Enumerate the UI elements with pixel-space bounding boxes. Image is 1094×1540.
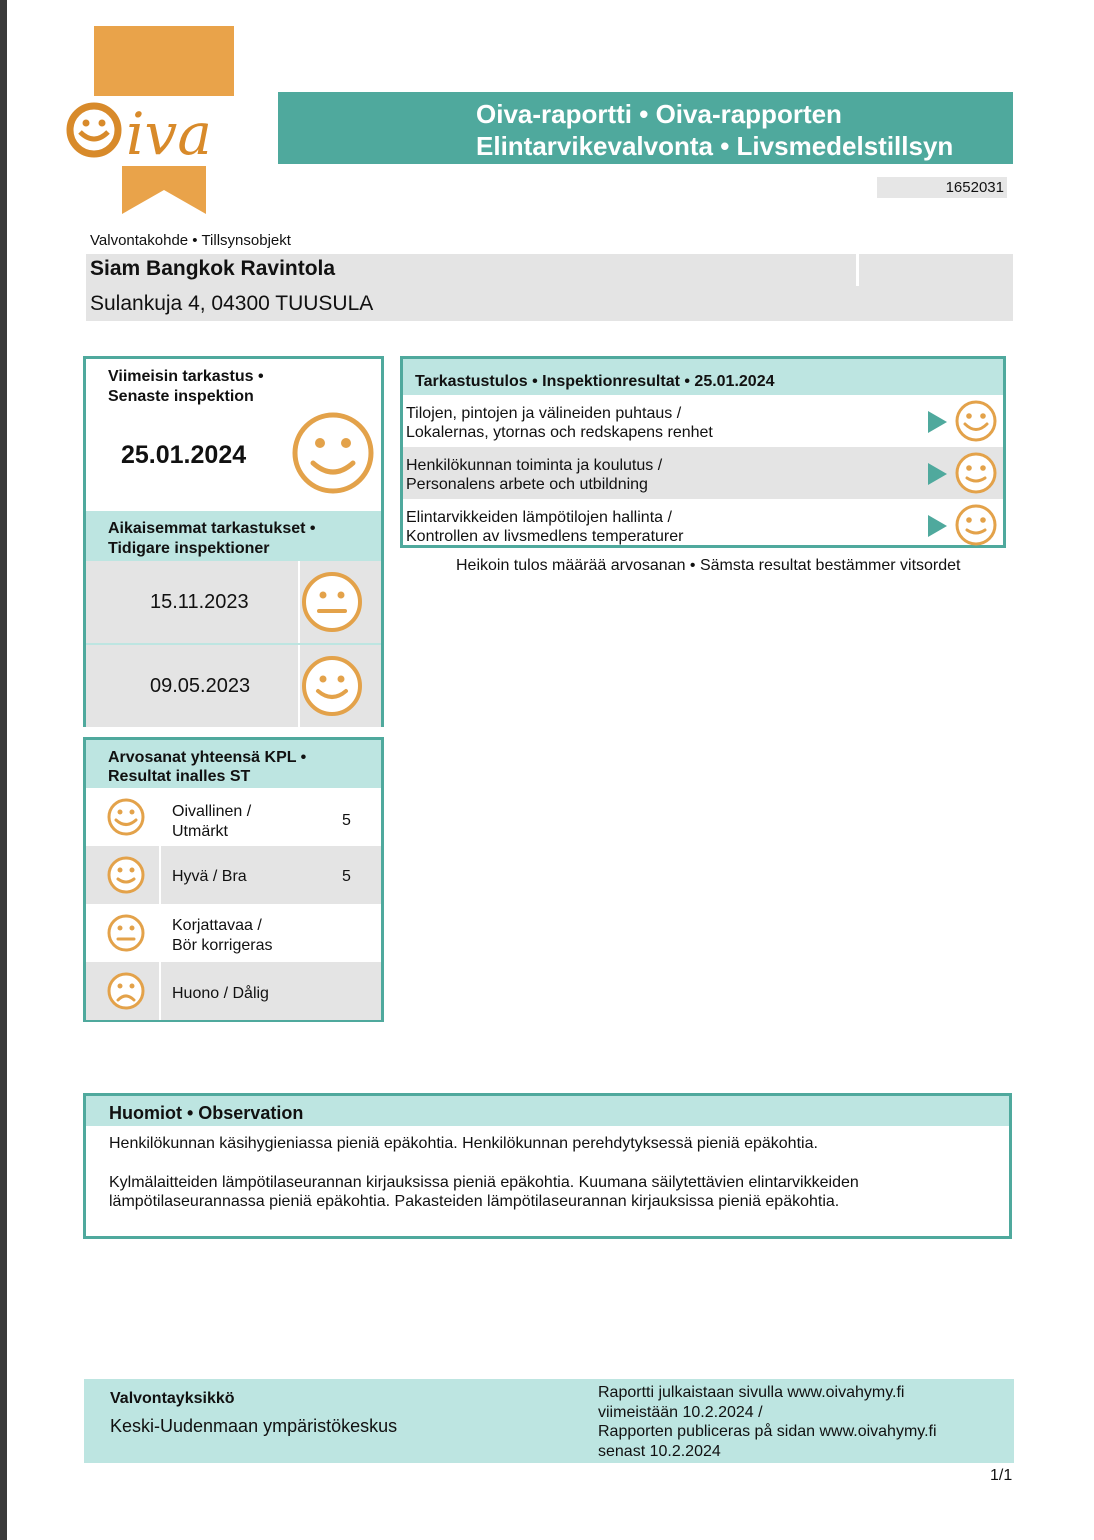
smile-face-icon <box>954 451 998 500</box>
totals-row <box>86 846 381 904</box>
result-row <box>403 447 1003 499</box>
result-row <box>403 395 1003 447</box>
big-smile-face-icon <box>954 399 998 448</box>
previous-date: 15.11.2023 <box>150 591 249 613</box>
totals-row <box>86 962 381 1020</box>
latest-date: 25.01.2024 <box>121 441 247 469</box>
observations-title: Huomiot • Observation <box>86 1096 1009 1126</box>
window-edge <box>0 0 7 1540</box>
play-arrow-icon <box>928 463 947 485</box>
observation-paragraph: Henkilökunnan käsihygieniassa pieniä epäkohtia. Henkilökunnan perehdytyksessä pieniä epäkohtia. <box>109 1135 818 1152</box>
result-label: Tilojen, pintojen ja välineiden puhtaus / <box>406 405 682 422</box>
totals-title-1: Arvosanat yhteensä KPL • <box>108 749 307 766</box>
header-title-1: Oiva-raportti • Oiva-rapporten <box>476 99 842 129</box>
previous-title-2: Tidigare inspektioner <box>108 540 270 557</box>
header-title-2: Elintarvikevalvonta • Livsmedelstillsyn <box>476 131 954 161</box>
report-id: 1652031 <box>877 177 1007 198</box>
previous-inspection-row <box>86 561 381 643</box>
header-banner <box>278 92 1013 164</box>
neutral-face-icon <box>106 913 146 958</box>
smile-face-icon <box>106 855 146 900</box>
totals-row <box>86 904 381 962</box>
logo-text: iva <box>126 100 212 168</box>
page-number: 1/1 <box>990 1467 1013 1484</box>
grade-label: Hyvä / Bra <box>172 868 247 885</box>
grade-label: Korjattavaa / <box>172 917 262 934</box>
grade-count: 5 <box>342 812 351 829</box>
publication-line: Raportti julkaistaan sivulla www.oivahymy.fi <box>598 1384 905 1401</box>
grade-label: Oivallinen / <box>172 803 252 820</box>
supervisory-unit-label: Valvontayksikkö <box>110 1390 235 1407</box>
latest-title-1: Viimeisin tarkastus • <box>108 368 264 385</box>
play-arrow-icon <box>928 411 947 433</box>
grade-label-sv: Utmärkt <box>172 823 228 840</box>
previous-inspections-header <box>86 511 381 561</box>
result-label-sv: Lokalernas, ytornas och redskapens renhet <box>406 424 713 441</box>
results-note: Heikoin tulos määrää arvosanan • Sämsta resultat bestämmer vitsordet <box>456 557 961 574</box>
result-label-sv: Kontrollen av livsmedlens temperaturer <box>406 528 684 545</box>
result-label-sv: Personalens arbete och utbildning <box>406 476 648 493</box>
totals-title-2: Resultat inalles ST <box>108 768 251 785</box>
target-address: Sulankuja 4, 04300 TUUSULA <box>86 284 1013 321</box>
publication-note <box>598 1383 998 1461</box>
inspection-target <box>86 226 1013 323</box>
totals-row <box>86 788 381 846</box>
play-arrow-icon <box>928 515 947 537</box>
big-smile-face-icon <box>291 411 375 500</box>
divider <box>856 226 859 286</box>
oiva-logo <box>66 26 252 216</box>
publication-line: senast 10.2.2024 <box>598 1442 721 1460</box>
latest-inspection-box <box>83 356 384 727</box>
latest-title-2: Senaste inspektion <box>108 388 254 405</box>
totals-header <box>86 740 381 788</box>
big-smile-face-icon <box>106 797 146 842</box>
result-row <box>403 499 1003 551</box>
publication-line: Rapporten publiceras på sidan www.oivahymy.fi <box>598 1423 937 1440</box>
neutral-face-icon <box>301 571 363 638</box>
observation-line: Kylmälaitteiden lämpötilaseurannan kirjauksissa pieniä epäkohtia. Kuumana säilytettävien elintarvikkeiden <box>109 1174 859 1191</box>
target-label: Valvontakohde • Tillsynsobjekt <box>90 232 291 249</box>
smile-face-icon <box>301 655 363 722</box>
results-title: Tarkastustulos • Inspektionresultat • 25.01.2024 <box>403 359 1003 395</box>
grade-label: Huono / Dålig <box>172 985 269 1002</box>
result-label: Elintarvikkeiden lämpötilojen hallinta / <box>406 509 672 526</box>
observation-line: lämpötilaseurannassa pieniä epäkohtia. Pakasteiden lämpötilaseurannan kirjauksissa pieniä epäkohtia. <box>109 1193 840 1210</box>
footer-panel <box>84 1379 1014 1463</box>
grade-count: 5 <box>342 868 351 885</box>
grade-label-sv: Bör korrigeras <box>172 937 273 954</box>
result-label: Henkilökunnan toiminta ja koulutus / <box>406 457 663 474</box>
observation-paragraph <box>109 1173 969 1211</box>
supervisory-unit-name: Keski-Uudenmaan ympäristökeskus <box>110 1416 398 1436</box>
grade-totals-box <box>83 737 384 1022</box>
inspection-results-box <box>400 356 1006 548</box>
sad-face-icon <box>106 971 146 1016</box>
observations-box <box>83 1093 1012 1239</box>
previous-title-1: Aikaisemmat tarkastukset • <box>108 520 316 537</box>
previous-date: 09.05.2023 <box>150 675 251 697</box>
previous-inspection-row <box>86 645 381 727</box>
publication-line: viimeistään 10.2.2024 / <box>598 1403 763 1421</box>
smile-face-icon <box>954 503 998 552</box>
target-name: Siam Bangkok Ravintola <box>86 254 1013 284</box>
